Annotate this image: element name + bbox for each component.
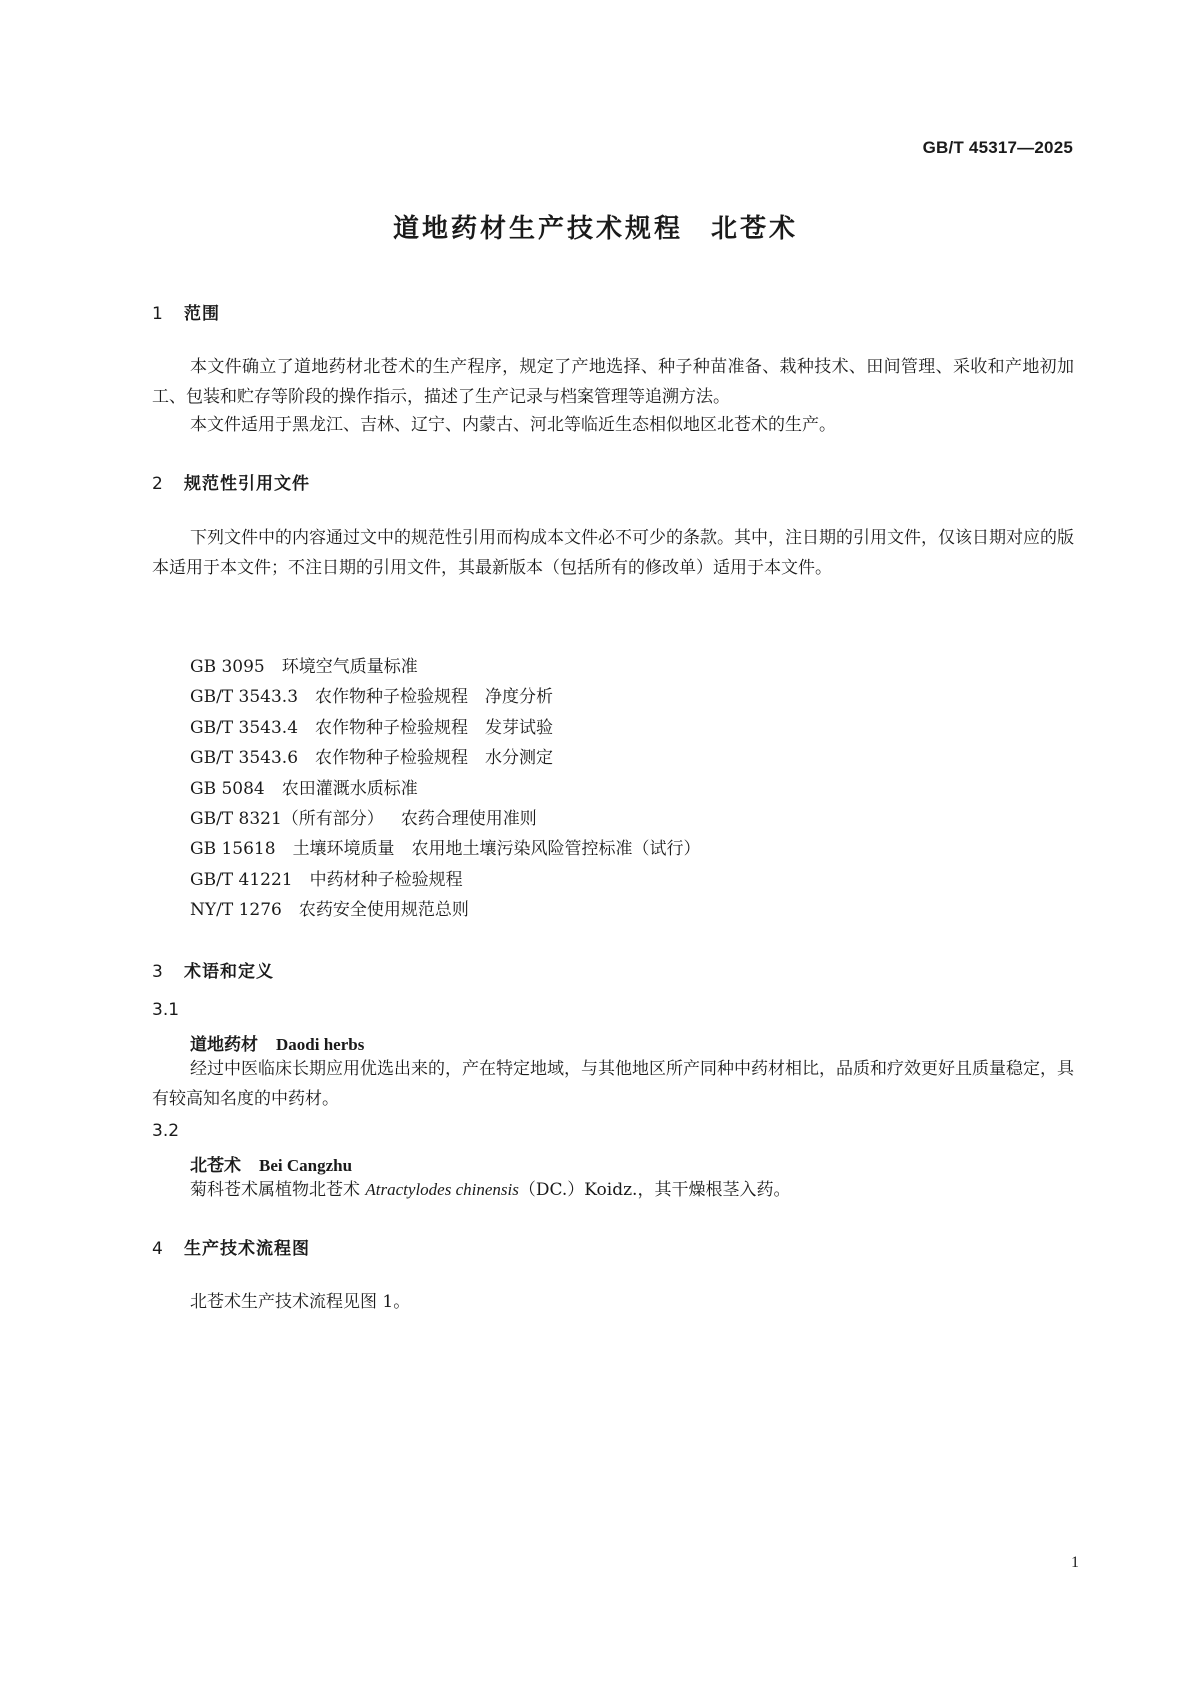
reference-item [190, 682, 701, 712]
term-name [190, 1151, 352, 1176]
section-2-paragraph-1: 下列文件中的内容通过文中的规范性引用而构成本文件必不可少的条款。其中，注日期的引用文件，仅该日期对应的版本适用于本文件；不注日期的引用文件，其最新版本（包括所有的修改单）适用于本文件。 [152, 528, 1074, 578]
reference-item [190, 865, 701, 895]
definition-text: 菊科苍术属植物北苍术 [190, 1180, 366, 1200]
reference-code: NY/T 1276 [190, 900, 282, 921]
term-name-en: Daodi herbs [276, 1035, 365, 1054]
normative-references-list [190, 652, 701, 926]
reference-code: GB 3095 [190, 657, 265, 677]
section-number: 3 [152, 962, 164, 982]
section-1-heading [152, 299, 220, 324]
reference-title: 农药安全使用规范总则 [298, 900, 469, 921]
reference-code: GB 5084 [190, 778, 265, 799]
section-4-paragraph-1: 北苍术生产技术流程见图 1。 [190, 1292, 411, 1312]
reference-item [190, 743, 701, 773]
reference-title: 农作物种子检验规程 净度分析 [315, 687, 554, 708]
scientific-name: Atractylodes chinensis [365, 1180, 519, 1199]
reference-title: 环境空气质量标准 [281, 657, 418, 677]
reference-code: GB 15618 [190, 839, 276, 860]
term-name-zh: 北苍术 [190, 1156, 241, 1176]
section-1-paragraph-1: 本文件确立了道地药材北苍术的生产程序，规定了产地选择、种子种苗准备、栽种技术、田间管理、采收和产地初加工、包装和贮存等阶段的操作指示，描述了生产记录与档案管理等追溯方法。 [152, 357, 1074, 407]
reference-item [190, 713, 701, 743]
reference-item [190, 774, 701, 804]
document-code: GB/T 45317—2025 [922, 138, 1073, 157]
term-number: 3.2 [152, 1121, 180, 1141]
section-title: 生产技术流程图 [184, 1239, 310, 1259]
reference-item [190, 804, 701, 834]
reference-title: 农作物种子检验规程 发芽试验 [315, 717, 554, 738]
term-number: 3.1 [152, 1000, 180, 1020]
reference-item [190, 652, 701, 682]
reference-code: GB/T 3543.6 [190, 748, 299, 769]
section-number: 1 [152, 304, 164, 324]
reference-code: GB/T 3543.3 [190, 687, 299, 708]
section-title: 规范性引用文件 [184, 474, 310, 494]
term-definition: 经过中医临床长期应用优选出来的，产在特定地域，与其他地区所产同种中药材相比，品质和疗效更好且质量稳定，具有较高知名度的中药材。 [152, 1059, 1074, 1109]
section-number: 4 [152, 1239, 164, 1259]
reference-title: 土壤环境质量 农用地土壤污染风险管控标准（试行） [292, 839, 701, 860]
reference-title: 中药材种子检验规程 [309, 869, 463, 890]
section-3-heading [152, 957, 274, 982]
title-subject: 北苍术 [711, 214, 799, 244]
reference-code: GB/T 3543.4 [190, 717, 299, 738]
reference-title: 农作物种子检验规程 水分测定 [315, 748, 554, 769]
section-title: 术语和定义 [184, 962, 274, 982]
term-definition [152, 1175, 1074, 1205]
page-number: 1 [1071, 1554, 1079, 1571]
reference-title: 农田灌溉水质标准 [281, 778, 418, 799]
page-title [0, 208, 1191, 245]
term-name [190, 1030, 364, 1055]
definition-text: （DC.）Koidz.，其干燥根茎入药。 [518, 1180, 791, 1200]
section-title: 范围 [184, 304, 220, 324]
section-4-heading [152, 1234, 310, 1259]
reference-code: GB/T 8321（所有部分） [190, 808, 384, 829]
term-name-zh: 道地药材 [190, 1035, 258, 1055]
reference-item [190, 895, 701, 925]
reference-title: 农药合理使用准则 [400, 808, 537, 829]
reference-code: GB/T 41221 [190, 869, 293, 890]
reference-item [190, 834, 701, 864]
section-number: 2 [152, 474, 164, 494]
section-1-paragraph-2: 本文件适用于黑龙江、吉林、辽宁、内蒙古、河北等临近生态相似地区北苍术的生产。 [190, 415, 836, 435]
section-2-heading [152, 469, 310, 494]
title-main: 道地药材生产技术规程 [392, 214, 683, 244]
term-name-en: Bei Cangzhu [259, 1156, 353, 1175]
